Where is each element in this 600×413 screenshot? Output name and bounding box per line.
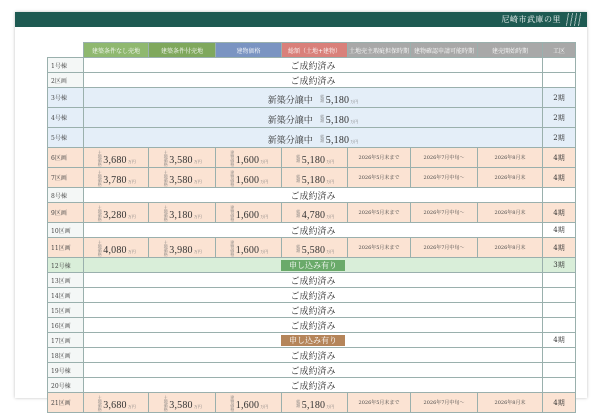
total-price <box>282 238 348 258</box>
land-warranty-date: 2026年5月末まで <box>348 238 411 258</box>
phase-cell: 3期 <box>543 258 576 273</box>
unconditional-land-price <box>84 238 149 258</box>
total-price-value: 5,180 <box>325 135 350 146</box>
unconditional-land-price-value: 3,780 <box>103 175 127 186</box>
sale-start-date: 2026年8月末 <box>478 168 543 188</box>
total-price-label: 総額 <box>296 398 301 408</box>
total-price-unit: 万円 <box>350 139 359 144</box>
lot-number: 21区画 <box>48 393 84 413</box>
lot-number: 12号棟 <box>48 258 84 273</box>
total-price-label: 総額 <box>320 113 325 123</box>
unconditional-land-price-unit: 万円 <box>127 404 136 409</box>
total-price-unit: 万円 <box>350 99 359 104</box>
building-price-value: 1,600 <box>235 210 260 221</box>
table-row <box>48 273 576 288</box>
lot-number: 8号棟 <box>48 188 84 203</box>
status-sold: ご成約済み <box>84 73 543 88</box>
status-sold: ご成約済み <box>84 288 543 303</box>
lot-price-table <box>47 42 576 413</box>
phase-cell: 2期 <box>543 108 576 128</box>
status-sold: ご成約済み <box>84 223 543 238</box>
total-price-unit: 万円 <box>326 404 335 409</box>
lot-number: 3号棟 <box>48 88 84 108</box>
land-warranty-date: 2026年5月末まで <box>348 203 411 223</box>
presale-label: 新築分譲中 <box>267 116 313 126</box>
unconditional-land-price-label: 土地価格 <box>97 149 102 167</box>
phase-cell <box>543 73 576 88</box>
total-price-label: 総額 <box>296 243 301 253</box>
phase-cell: 4期 <box>543 223 576 238</box>
presale-cell <box>84 88 543 108</box>
price-list-sheet <box>15 12 587 412</box>
lot-number: 18区画 <box>48 348 84 363</box>
lot-number: 13区画 <box>48 273 84 288</box>
building-price <box>216 203 282 223</box>
conditional-land-price-label: 土地価格 <box>163 149 168 167</box>
lot-number: 4号棟 <box>48 108 84 128</box>
unconditional-land-price <box>84 148 149 168</box>
presale-label: 新築分譲中 <box>267 136 313 146</box>
building-price-value: 1,600 <box>235 155 260 166</box>
conditional-land-price <box>149 393 216 413</box>
unconditional-land-price-unit: 万円 <box>127 159 136 164</box>
total-price-value: 5,580 <box>301 245 326 256</box>
phase-cell <box>543 348 576 363</box>
conditional-land-price-value: 3,980 <box>169 245 193 256</box>
total-price-unit: 万円 <box>326 179 335 184</box>
building-price-unit: 万円 <box>260 214 269 219</box>
lot-number: 19号棟 <box>48 363 84 378</box>
lot-number: 10区画 <box>48 223 84 238</box>
total-price-value: 5,180 <box>325 95 350 106</box>
lot-number: 7区画 <box>48 168 84 188</box>
table-row <box>48 88 576 108</box>
unconditional-land-price <box>84 168 149 188</box>
sale-start-date: 2026年8月末 <box>478 393 543 413</box>
phase-cell: 4期 <box>543 238 576 258</box>
status-sold: ご成約済み <box>84 363 543 378</box>
presale-cell <box>84 128 543 148</box>
building-permit-date: 2026年7月中旬～ <box>411 203 478 223</box>
unconditional-land-price-unit: 万円 <box>127 214 136 219</box>
phase-cell <box>543 378 576 393</box>
table-row <box>48 203 576 223</box>
total-price-unit: 万円 <box>326 249 335 254</box>
total-price-value: 5,180 <box>301 155 326 166</box>
conditional-land-price-unit: 万円 <box>193 404 202 409</box>
conditional-land-price-unit: 万円 <box>193 159 202 164</box>
unconditional-land-price-label: 土地価格 <box>97 169 102 187</box>
status-sold: ご成約済み <box>84 303 543 318</box>
conditional-land-price <box>149 238 216 258</box>
sale-start-date: 2026年8月末 <box>478 238 543 258</box>
phase-cell <box>543 58 576 73</box>
total-price-unit: 万円 <box>326 159 335 164</box>
col-header-phase: 工区 <box>543 43 576 58</box>
building-price-value: 1,600 <box>235 175 260 186</box>
conditional-land-price-unit: 万円 <box>193 249 202 254</box>
col-header-building-permit: 建物確認申請可能時期 <box>411 43 478 58</box>
lot-number: 5号棟 <box>48 128 84 148</box>
conditional-land-price <box>149 203 216 223</box>
col-header-conditional-land: 建築条件付売地 <box>149 43 216 58</box>
lot-number: 9区画 <box>48 203 84 223</box>
table-row <box>48 108 576 128</box>
table-row <box>48 303 576 318</box>
conditional-land-price-value: 3,180 <box>169 210 193 221</box>
table-row <box>48 288 576 303</box>
status-sold: ご成約済み <box>84 188 543 203</box>
total-price-label: 総額 <box>296 153 301 163</box>
presale-cell <box>84 108 543 128</box>
total-price-value: 5,180 <box>325 115 350 126</box>
building-price-unit: 万円 <box>260 159 269 164</box>
phase-cell: 2期 <box>543 128 576 148</box>
land-warranty-date: 2026年5月末まで <box>348 148 411 168</box>
phase-cell <box>543 188 576 203</box>
building-price <box>216 148 282 168</box>
unconditional-land-price <box>84 203 149 223</box>
sale-start-date: 2026年8月末 <box>478 148 543 168</box>
building-price-label: 建物価格 <box>230 169 235 187</box>
total-price-unit: 万円 <box>350 119 359 124</box>
col-header-sale-start: 建売開始時期 <box>478 43 543 58</box>
phase-cell <box>543 318 576 333</box>
header-decoration <box>565 13 581 26</box>
building-price-unit: 万円 <box>260 249 269 254</box>
table-row <box>48 73 576 88</box>
conditional-land-price-unit: 万円 <box>193 179 202 184</box>
lot-number: 2区画 <box>48 73 84 88</box>
total-price-label: 総額 <box>320 133 325 143</box>
status-sold: ご成約済み <box>84 318 543 333</box>
unconditional-land-price-unit: 万円 <box>127 249 136 254</box>
total-price <box>282 148 348 168</box>
status-sold: ご成約済み <box>84 378 543 393</box>
phase-cell <box>543 363 576 378</box>
unconditional-land-price-value: 4,080 <box>103 245 127 256</box>
status-applied <box>84 333 543 348</box>
phase-cell <box>543 288 576 303</box>
building-price-label: 建物価格 <box>230 204 235 222</box>
unconditional-land-price-label: 土地価格 <box>97 394 102 412</box>
conditional-land-price <box>149 168 216 188</box>
col-header-unconditional-land: 建築条件なし売地 <box>84 43 149 58</box>
building-price-value: 1,600 <box>235 400 260 411</box>
col-header-land-warranty: 土地売主瑕疵担保時期 <box>348 43 411 58</box>
col-header-total-price: 総額（土地+建物） <box>282 43 348 58</box>
building-price-label: 建物価格 <box>230 239 235 257</box>
total-price-label: 総額 <box>296 208 301 218</box>
table-row <box>48 168 576 188</box>
lot-number: 17区画 <box>48 333 84 348</box>
table-row <box>48 333 576 348</box>
phase-cell: 4期 <box>543 148 576 168</box>
building-permit-date: 2026年7月中旬～ <box>411 238 478 258</box>
land-warranty-date: 2026年5月末まで <box>348 393 411 413</box>
total-price-unit: 万円 <box>326 214 335 219</box>
building-price-value: 1,600 <box>235 245 260 256</box>
conditional-land-price-value: 3,580 <box>169 175 193 186</box>
total-price-value: 4,780 <box>301 210 326 221</box>
presale-label: 新築分譲中 <box>267 96 313 106</box>
table-row <box>48 393 576 413</box>
table-row <box>48 378 576 393</box>
total-price-value: 5,180 <box>301 175 326 186</box>
phase-cell <box>543 273 576 288</box>
lot-number: 14区画 <box>48 288 84 303</box>
status-sold: ご成約済み <box>84 273 543 288</box>
table-row <box>48 128 576 148</box>
building-permit-date: 2026年7月中旬～ <box>411 393 478 413</box>
unconditional-land-price-label: 土地価格 <box>97 239 102 257</box>
land-warranty-date: 2026年5月末まで <box>348 168 411 188</box>
unconditional-land-price-value: 3,280 <box>103 210 127 221</box>
table-header-row <box>48 43 576 58</box>
total-price-label: 総額 <box>320 93 325 103</box>
conditional-land-price-value: 3,580 <box>169 155 193 166</box>
table-row <box>48 188 576 203</box>
conditional-land-price-label: 土地価格 <box>163 239 168 257</box>
status-applied <box>84 258 543 273</box>
total-price <box>282 393 348 413</box>
lot-number: 6区画 <box>48 148 84 168</box>
conditional-land-price-label: 土地価格 <box>163 204 168 222</box>
total-price <box>282 168 348 188</box>
header-corner <box>48 43 84 58</box>
table-row <box>48 363 576 378</box>
status-sold: ご成約済み <box>84 348 543 363</box>
total-price <box>282 203 348 223</box>
unconditional-land-price-unit: 万円 <box>127 179 136 184</box>
table-row <box>48 238 576 258</box>
conditional-land-price-unit: 万円 <box>193 214 202 219</box>
phase-cell: 2期 <box>543 88 576 108</box>
building-price-label: 建物価格 <box>230 149 235 167</box>
unconditional-land-price-value: 3,680 <box>103 155 127 166</box>
table-row <box>48 348 576 363</box>
conditional-land-price-label: 土地価格 <box>163 394 168 412</box>
conditional-land-price-value: 3,580 <box>169 400 193 411</box>
lot-number: 20号棟 <box>48 378 84 393</box>
table-row <box>48 318 576 333</box>
table-row <box>48 223 576 238</box>
building-permit-date: 2026年7月中旬～ <box>411 148 478 168</box>
lot-number: 1号棟 <box>48 58 84 73</box>
building-price-unit: 万円 <box>260 404 269 409</box>
building-price-label: 建物価格 <box>230 394 235 412</box>
conditional-land-price <box>149 148 216 168</box>
header-bar <box>15 12 587 27</box>
page-title: 尼崎市武庫の里 <box>501 15 561 24</box>
building-price <box>216 168 282 188</box>
table-row <box>48 58 576 73</box>
table-row <box>48 148 576 168</box>
status-sold: ご成約済み <box>84 58 543 73</box>
building-price <box>216 393 282 413</box>
applied-badge: 申し込み有り <box>281 260 345 271</box>
phase-cell: 4期 <box>543 333 576 348</box>
phase-cell: 4期 <box>543 203 576 223</box>
phase-cell: 4期 <box>543 393 576 413</box>
phase-cell: 4期 <box>543 168 576 188</box>
total-price-value: 5,180 <box>301 400 326 411</box>
phase-cell <box>543 303 576 318</box>
total-price-label: 総額 <box>296 173 301 183</box>
sale-start-date: 2026年8月末 <box>478 203 543 223</box>
lot-number: 15区画 <box>48 303 84 318</box>
lot-number: 16区画 <box>48 318 84 333</box>
table-row <box>48 258 576 273</box>
col-header-building-price: 建物価格 <box>216 43 282 58</box>
unconditional-land-price-label: 土地価格 <box>97 204 102 222</box>
conditional-land-price-label: 土地価格 <box>163 169 168 187</box>
building-price-unit: 万円 <box>260 179 269 184</box>
unconditional-land-price <box>84 393 149 413</box>
building-price <box>216 238 282 258</box>
unconditional-land-price-value: 3,680 <box>103 400 127 411</box>
lot-number: 11区画 <box>48 238 84 258</box>
building-permit-date: 2026年7月中旬～ <box>411 168 478 188</box>
applied-badge: 申し込み有り <box>281 335 345 346</box>
